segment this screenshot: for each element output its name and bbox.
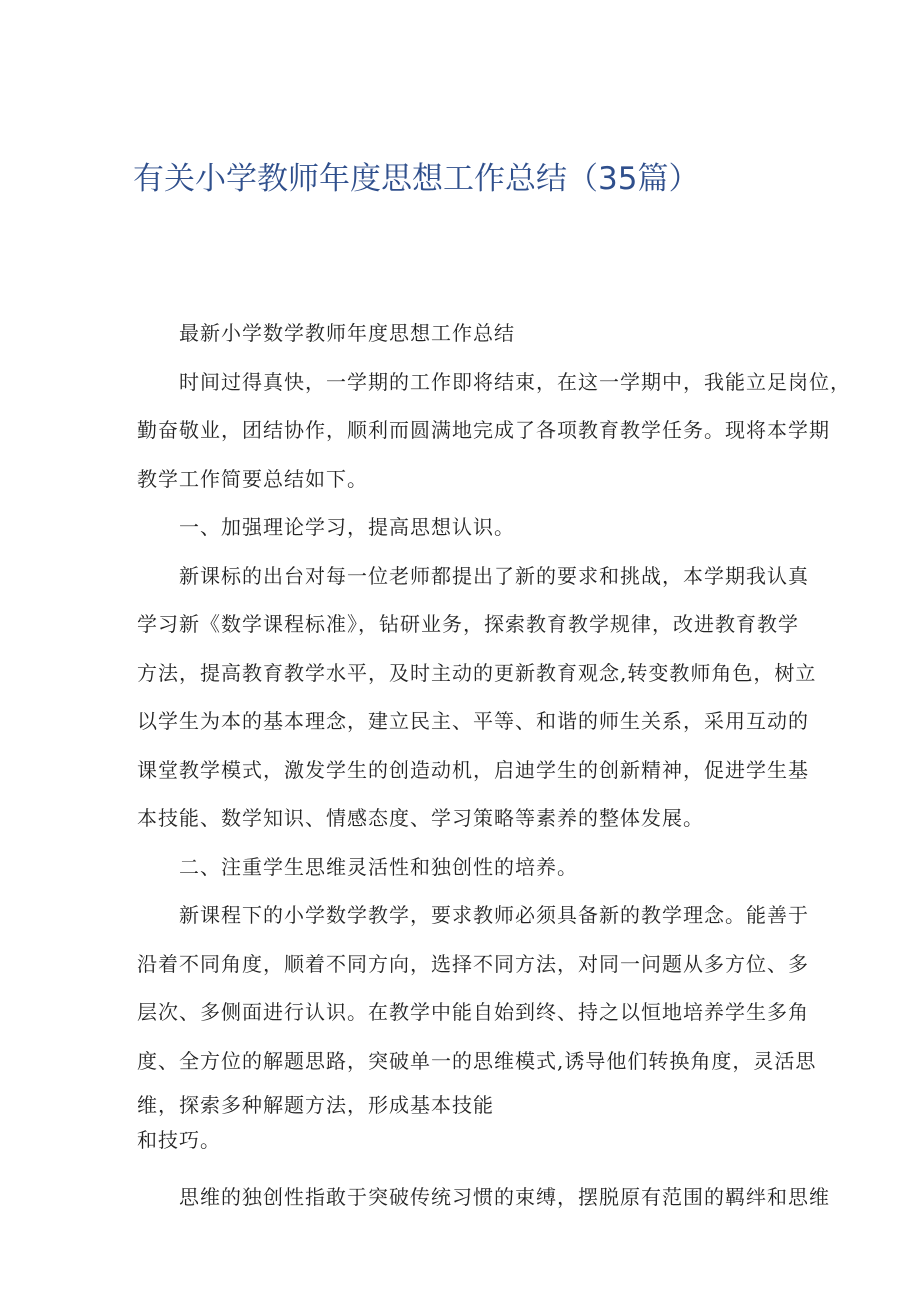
paragraph-2-line-6: 本技能、数学知识、情感态度、学习策略等素养的整体发展。 (137, 806, 704, 830)
paragraph-1-line-1: 时间过得真快，一学期的工作即将结束，在这一学期中，我能立足岗位， (179, 369, 851, 394)
document-title: 有关小学教师年度思想工作总结（35篇） (133, 161, 700, 197)
section-subtitle: 最新小学数学教师年度思想工作总结 (179, 321, 515, 345)
paragraph-4-line-1: 思维的独创性指敢于突破传统习惯的束缚，摆脱原有范围的羁绊和思维 (179, 1185, 830, 1209)
paragraph-3-line-1: 新课程下的小学数学教学，要求教师必须具备新的教学理念。能善于 (179, 903, 809, 927)
paragraph-2-line-1: 新课标的出台对每一位老师都提出了新的要求和挑战，本学期我认真 (179, 563, 809, 588)
paragraph-3-line-3: 层次、多侧面进行认识。在教学中能自始到终、持之以恒地培养学生多角 (137, 1000, 809, 1024)
document-body (137, 309, 851, 1222)
paragraph-2-line-5: 课堂教学模式，激发学生的创造动机，启迪学生的创新精神，促进学生基 (137, 757, 809, 782)
paragraph-1-line-3: 教学工作简要总结如下。 (137, 466, 368, 491)
paragraph-3-line-5: 维，探索多种解题方法，形成基本技能 (137, 1093, 494, 1117)
paragraph-3-line-2: 沿着不同角度，顺着不同方向，选择不同方法，对同一问题从多方位、多 (137, 951, 809, 976)
paragraph-2-line-2: 学习新《数学课程标准》，钻研业务，探索教育教学规律，改进教育教学 (137, 612, 799, 636)
heading-2: 二、注重学生思维灵活性和独创性的培养。 (179, 854, 578, 879)
paragraph-2-line-4: 以学生为本的基本理念，建立民主、平等、和谐的师生关系，采用互动的 (137, 709, 809, 733)
heading-1: 一、加强理论学习，提高思想认识。 (179, 515, 515, 539)
paragraph-3-line-6: 和技巧。 (137, 1128, 221, 1152)
paragraph-3-line-4: 度、全方位的解题思路，突破单一的思维模式,诱导他们转换角度，灵活思 (137, 1048, 817, 1073)
paragraph-2-line-3: 方法，提高教育教学水平，及时主动的更新教育观念,转变教师角色，树立 (137, 660, 817, 685)
paragraph-1-line-2: 勤奋敬业，团结协作，顺利而圆满地完成了各项教育教学任务。现将本学期 (137, 418, 830, 442)
